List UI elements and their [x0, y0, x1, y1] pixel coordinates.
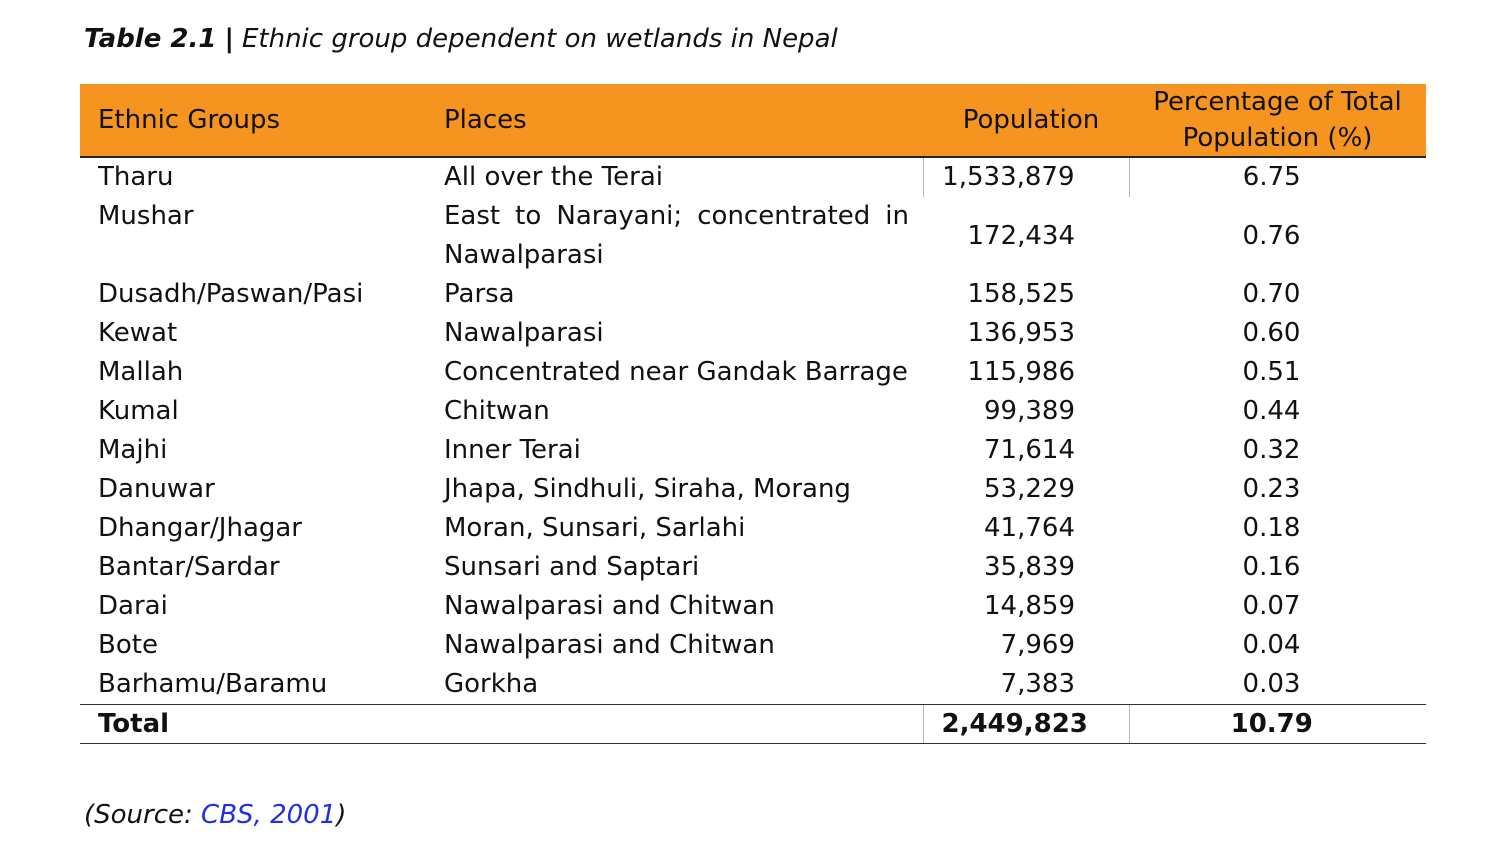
cell-place: Inner Terai	[444, 435, 581, 465]
cell-place: Chitwan	[444, 396, 550, 426]
cell-percent: 6.75	[1129, 157, 1426, 197]
cell-percent: 0.23	[1242, 474, 1301, 504]
cell-population: 7,969	[1000, 630, 1075, 660]
cell-place: Parsa	[444, 279, 515, 309]
cell-percent: 0.60	[1242, 318, 1301, 348]
table-row	[80, 470, 1426, 509]
cell-group: Dusadh/Paswan/Pasi	[98, 279, 364, 309]
cell-group: Bantar/Sardar	[98, 552, 280, 582]
cell-population: 99,389	[984, 396, 1075, 426]
cell-percent: 0.70	[1242, 279, 1301, 309]
cell-group: Danuwar	[98, 474, 215, 504]
cell-group: Barhamu/Baramu	[98, 669, 328, 699]
table-row	[80, 353, 1426, 392]
cell-place: East to Narayani; concentrated in Nawalparasi	[444, 201, 909, 270]
cell-place: Concentrated near Gandak Barrage	[444, 357, 908, 387]
cell-group: Majhi	[98, 435, 168, 465]
cell-percent: 0.32	[1242, 435, 1301, 465]
cell-place: Nawalparasi and Chitwan	[444, 591, 775, 621]
cell-group: Bote	[98, 630, 158, 660]
source-note	[84, 800, 346, 830]
table-row	[80, 157, 1426, 197]
cell-population: 41,764	[984, 513, 1075, 543]
cell-percent: 0.44	[1242, 396, 1301, 426]
cell-population: 172,434	[967, 220, 1075, 251]
caption-separator: |	[224, 24, 234, 54]
cell-population: 158,525	[967, 279, 1075, 309]
cell-group: Dhangar/Jhagar	[98, 513, 303, 543]
table-row	[80, 392, 1426, 431]
cell-percent: 0.16	[1242, 552, 1301, 582]
table-row	[80, 509, 1426, 548]
table-row	[80, 548, 1426, 587]
total-percent: 10.79	[1129, 705, 1426, 744]
table-row	[80, 626, 1426, 665]
cell-percent: 0.03	[1242, 669, 1301, 699]
ethnic-groups-table	[80, 84, 1426, 744]
table-header-row	[80, 84, 1426, 157]
total-population: 2,449,823	[923, 705, 1129, 744]
cell-percent: 0.51	[1242, 357, 1301, 387]
table-row	[80, 587, 1426, 626]
source-prefix: (Source:	[84, 800, 202, 830]
cell-place: Sunsari and Saptari	[444, 552, 700, 582]
cell-group: Kewat	[98, 318, 178, 348]
table-row	[80, 314, 1426, 353]
cell-group: Kumal	[98, 396, 179, 426]
cell-population: 53,229	[984, 474, 1075, 504]
cell-group: Darai	[98, 591, 168, 621]
table-title: Ethnic group dependent on wetlands in Nepal	[241, 24, 838, 54]
table-row	[80, 275, 1426, 314]
column-header-percentage: Percentage of Total Population (%)	[1129, 84, 1426, 157]
cell-percent: 0.04	[1242, 630, 1301, 660]
total-place-empty	[426, 705, 923, 744]
cell-group: Mushar	[98, 201, 194, 231]
column-header-population: Population	[923, 84, 1129, 157]
cell-place: All over the Terai	[444, 162, 663, 192]
cell-population: 136,953	[967, 318, 1075, 348]
cell-place: Nawalparasi	[444, 318, 604, 348]
column-header-places: Places	[426, 84, 923, 157]
cell-place: Moran, Sunsari, Sarlahi	[444, 513, 746, 543]
cell-place: Jhapa, Sindhuli, Siraha, Morang	[444, 474, 851, 504]
cell-population: 71,614	[984, 435, 1075, 465]
table-row	[80, 431, 1426, 470]
cell-population: 115,986	[967, 357, 1075, 387]
source-suffix: )	[336, 800, 347, 830]
cell-population: 1,533,879	[923, 157, 1129, 197]
table-row	[80, 197, 1426, 275]
cell-place: Nawalparasi and Chitwan	[444, 630, 775, 660]
cell-place: Gorkha	[444, 669, 539, 699]
cell-population: 14,859	[984, 591, 1075, 621]
source-citation-link[interactable]: CBS, 2001	[201, 800, 337, 830]
table-row	[80, 665, 1426, 705]
cell-population: 35,839	[984, 552, 1075, 582]
cell-group: Tharu	[98, 162, 174, 192]
column-header-ethnic-groups: Ethnic Groups	[80, 84, 426, 157]
table-caption	[84, 24, 838, 54]
cell-percent: 0.18	[1242, 513, 1301, 543]
cell-percent: 0.76	[1242, 220, 1301, 251]
cell-population: 7,383	[1000, 669, 1075, 699]
table-total-row	[80, 705, 1426, 744]
cell-group: Mallah	[98, 357, 184, 387]
total-label: Total	[80, 705, 426, 744]
cell-percent: 0.07	[1242, 591, 1301, 621]
table-number: Table 2.1	[84, 24, 217, 54]
